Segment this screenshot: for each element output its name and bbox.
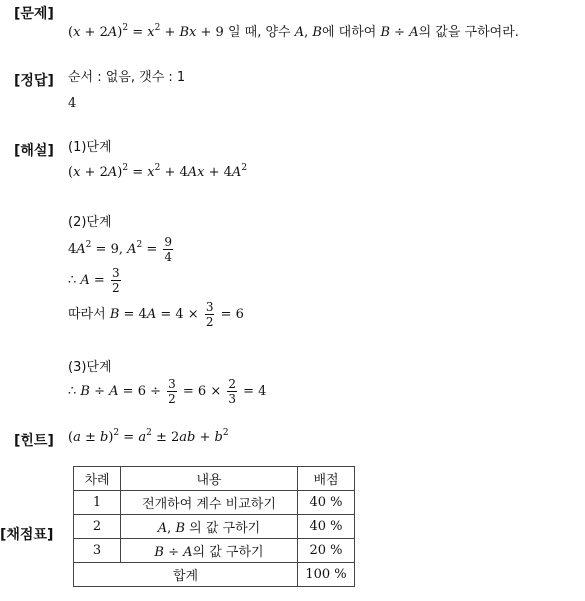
table-row bbox=[74, 491, 355, 515]
fraction-9-4: $\frac{9}{4}$ bbox=[164, 235, 173, 264]
problem-expression: B ÷ A bbox=[380, 25, 419, 40]
step1-equation: $(x + 2A)^2 = x^2 + 4Ax + 4A^2$ bbox=[68, 163, 248, 180]
row-order: 3 bbox=[74, 539, 121, 563]
step1-title: (1)단계 bbox=[68, 140, 112, 155]
problem-text-2: 에 대하여 bbox=[321, 25, 377, 40]
var-a: A bbox=[294, 25, 305, 40]
answer-label: [정답] bbox=[14, 73, 54, 89]
row-score: 40 % bbox=[298, 515, 355, 539]
fraction-3-2: $\frac{3}{2}$ bbox=[205, 300, 214, 329]
rubric-label: [채점표] bbox=[0, 527, 54, 543]
row-content: 전개하여 계수 비교하기 bbox=[121, 491, 298, 515]
header-score: 배점 bbox=[298, 467, 355, 491]
fraction-2-3: $\frac{2}{3}$ bbox=[228, 377, 236, 406]
answer-meta: 순서 : 없음, 갯수 : 1 bbox=[68, 70, 186, 85]
total-label: 합계 bbox=[74, 563, 298, 587]
therefore-word: 따라서 bbox=[68, 307, 106, 322]
problem-text-1: 일 때, 양수 bbox=[227, 25, 291, 40]
rubric-table bbox=[73, 466, 355, 587]
row-content-suffix: 의 값 구하기 bbox=[189, 521, 261, 536]
fraction-3-2: $\frac{3}{2}$ bbox=[111, 266, 120, 295]
table-header-row bbox=[74, 467, 355, 491]
row-order: 2 bbox=[74, 515, 121, 539]
hint-formula: $(a \pm b)^2 = a^2 \pm 2ab + b^2$ bbox=[68, 428, 229, 445]
table-total-row bbox=[74, 563, 355, 587]
row-content: B ÷ A의 값 구하기 bbox=[121, 539, 298, 563]
problem-statement: $(x + 2A)^2 = x^2 + Bx + 9$ 일 때, 양수 A, B에 대하여 B ÷ A의 값을 구하여라. bbox=[68, 23, 519, 40]
step2-title: (2)단계 bbox=[68, 215, 112, 230]
answer-value: 4 bbox=[68, 96, 77, 111]
problem-label: [문제] bbox=[14, 6, 54, 22]
step2-equation-1: $4A^2 = 9$, $A^2$ = $\frac{9}{4}$ bbox=[68, 235, 173, 264]
row-content-suffix: 의 값 구하기 bbox=[192, 545, 264, 560]
problem-text-3: 의 값을 구하여라. bbox=[418, 25, 519, 40]
header-content: 내용 bbox=[121, 467, 298, 491]
header-order: 차례 bbox=[74, 467, 121, 491]
step2-equation-3: 따라서 B = 4A = 4 × $\frac{3}{2}$ = 6 bbox=[68, 300, 244, 329]
hint-label: [힌트] bbox=[14, 433, 54, 449]
row-order: 1 bbox=[74, 491, 121, 515]
var-b: B bbox=[312, 25, 322, 40]
step2-equation-2: ∴ A = $\frac{3}{2}$ bbox=[68, 266, 120, 295]
total-score: 100 % bbox=[298, 563, 355, 587]
problem-equation: $(x + 2A)^2 = x^2 + Bx + 9$ bbox=[68, 23, 224, 40]
solution-label: [해설] bbox=[14, 143, 54, 159]
row-score: 20 % bbox=[298, 539, 355, 563]
row-content: A, B 의 값 구하기 bbox=[121, 515, 298, 539]
step3-equation: ∴ B ÷ A = 6 ÷ $\frac{3}{2}$ = 6 × $\frac{2}{3}$ = 4 bbox=[68, 377, 267, 406]
table-row bbox=[74, 515, 355, 539]
fraction-3-2: $\frac{3}{2}$ bbox=[168, 377, 176, 406]
step3-title: (3)단계 bbox=[68, 360, 112, 375]
row-score: 40 % bbox=[298, 491, 355, 515]
table-row bbox=[74, 539, 355, 563]
